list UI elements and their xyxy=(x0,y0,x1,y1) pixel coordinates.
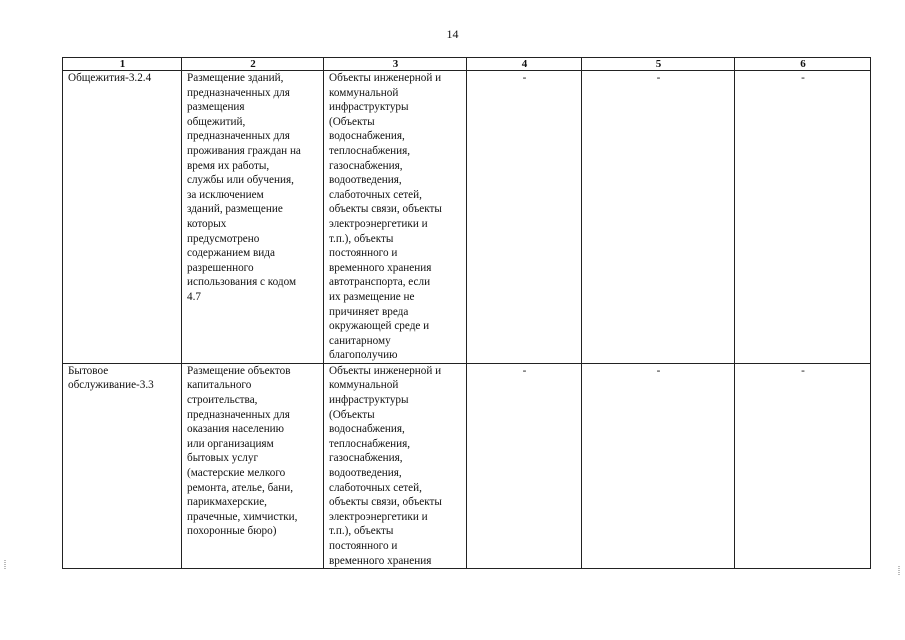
cell-text-line: электроэнергетики и xyxy=(329,217,428,230)
cell-text-line: (Объекты xyxy=(329,115,375,128)
cell-text-line: водоотведения, xyxy=(329,467,402,480)
cell-text-line: т.п.), объекты xyxy=(329,525,394,538)
column-header: 6 xyxy=(735,58,871,71)
cell-text-line: коммунальной xyxy=(329,86,399,99)
cell-text-line: инфраструктуры xyxy=(329,101,409,114)
cell-text-line: оказания населению xyxy=(187,423,285,436)
cell-text-line: зданий, размещение xyxy=(187,203,283,216)
cell-text-line: (Объекты xyxy=(329,408,375,421)
cell-text-line: окружающей среде и xyxy=(329,320,430,333)
cell-text-line: теплоснабжения, xyxy=(329,437,411,450)
cell-text-line: объекты связи, объекты xyxy=(329,203,442,216)
cell-text-line: водоснабжения, xyxy=(329,423,405,436)
cell-text-line: содержанием вида xyxy=(187,247,275,260)
table-cell-col5: - xyxy=(582,363,735,568)
cell-text-line: благополучию xyxy=(329,349,398,362)
cell-text-line: слаботочных сетей, xyxy=(329,188,422,201)
cell-text-line: коммунальной xyxy=(329,379,399,392)
cell-text-line: строительства, xyxy=(187,394,258,407)
cell-text-line: предусмотрено xyxy=(187,232,260,245)
cell-text-line: парикмахерские, xyxy=(187,496,267,509)
table-cell-col4: - xyxy=(467,363,582,568)
column-header: 2 xyxy=(182,58,324,71)
table-cell-col5: - xyxy=(582,71,735,364)
page-number: 14 xyxy=(446,27,459,41)
cell-text-line: службы или обучения, xyxy=(187,174,294,187)
table-cell-col3 xyxy=(324,363,467,568)
cell-text-line: предназначенных для xyxy=(187,86,290,99)
cell-text-line: Размещение зданий, xyxy=(187,72,284,84)
table-cell-col4: - xyxy=(467,71,582,364)
cell-text-line: капитального xyxy=(187,379,252,392)
cell-text-line: похоронные бюро) xyxy=(187,525,277,538)
table-header-row xyxy=(63,58,871,71)
table-cell-col2 xyxy=(182,71,324,364)
cell-text-line: постоянного и xyxy=(329,540,398,552)
cell-text-line: проживания граждан на xyxy=(187,144,301,157)
cell-text-line: Размещение объектов xyxy=(187,364,291,377)
cell-text-line: разрешенного xyxy=(187,261,254,274)
column-header: 3 xyxy=(324,58,467,71)
cell-text-line: постоянного и xyxy=(329,247,398,260)
cell-text-line: предназначенных для xyxy=(187,408,290,421)
table-cell-col1 xyxy=(63,363,182,568)
cell-text-line: т.п.), объекты xyxy=(329,232,394,245)
cell-text-line: Объекты инженерной и xyxy=(329,72,442,84)
cell-text-line: (мастерские мелкого xyxy=(187,467,286,480)
cell-text-line: Бытовое xyxy=(68,364,109,377)
cell-text-line: размещения xyxy=(187,101,245,114)
cell-text-line: газоснабжения, xyxy=(329,159,403,172)
scan-edge-mark-left xyxy=(4,560,6,569)
table-cell-col6: - xyxy=(735,71,871,364)
regulations-table xyxy=(62,57,871,569)
table-row xyxy=(63,363,871,568)
cell-text-line: объекты связи, объекты xyxy=(329,496,442,509)
column-header: 5 xyxy=(582,58,735,71)
table-cell-col3 xyxy=(324,71,467,364)
cell-text-line: общежитий, xyxy=(187,115,246,128)
cell-text-line: Общежития-3.2.4 xyxy=(68,72,152,84)
cell-text-line: автотранспорта, если xyxy=(329,276,431,289)
cell-text-line: теплоснабжения, xyxy=(329,144,411,157)
cell-text-line: которых xyxy=(187,217,227,230)
cell-text-line: прачечные, химчистки, xyxy=(187,510,298,523)
cell-text-line: водоотведения, xyxy=(329,174,402,187)
table-cell-col1 xyxy=(63,71,182,364)
cell-text-line: 4.7 xyxy=(187,290,201,303)
cell-text-line: время их работы, xyxy=(187,159,270,172)
cell-text-line: их размещение не xyxy=(329,290,415,303)
cell-text-line: предназначенных для xyxy=(187,130,290,143)
cell-text-line: использования с кодом xyxy=(187,276,297,289)
table-cell-col2 xyxy=(182,363,324,568)
cell-text-line: инфраструктуры xyxy=(329,394,409,407)
cell-text-line: водоснабжения, xyxy=(329,130,405,143)
cell-text-line: ремонта, ателье, бани, xyxy=(187,481,294,494)
cell-text-line: обслуживание-3.3 xyxy=(68,379,154,392)
cell-text-line: электроэнергетики и xyxy=(329,510,428,523)
cell-text-line: слаботочных сетей, xyxy=(329,481,422,494)
cell-text-line: бытовых услуг xyxy=(187,452,259,465)
column-header: 4 xyxy=(467,58,582,71)
cell-text-line: газоснабжения, xyxy=(329,452,403,465)
cell-text-line: санитарному xyxy=(329,334,391,347)
scan-edge-mark-right xyxy=(898,566,900,575)
cell-text-line: или организациям xyxy=(187,437,274,450)
cell-text-line: за исключением xyxy=(187,188,264,201)
cell-text-line: временного хранения xyxy=(329,554,432,567)
cell-text-line: причиняет вреда xyxy=(329,305,409,318)
cell-text-line: Объекты инженерной и xyxy=(329,364,442,377)
table-row xyxy=(63,71,871,364)
column-header: 1 xyxy=(63,58,182,71)
cell-text-line: временного хранения xyxy=(329,261,432,274)
table-cell-col6: - xyxy=(735,363,871,568)
